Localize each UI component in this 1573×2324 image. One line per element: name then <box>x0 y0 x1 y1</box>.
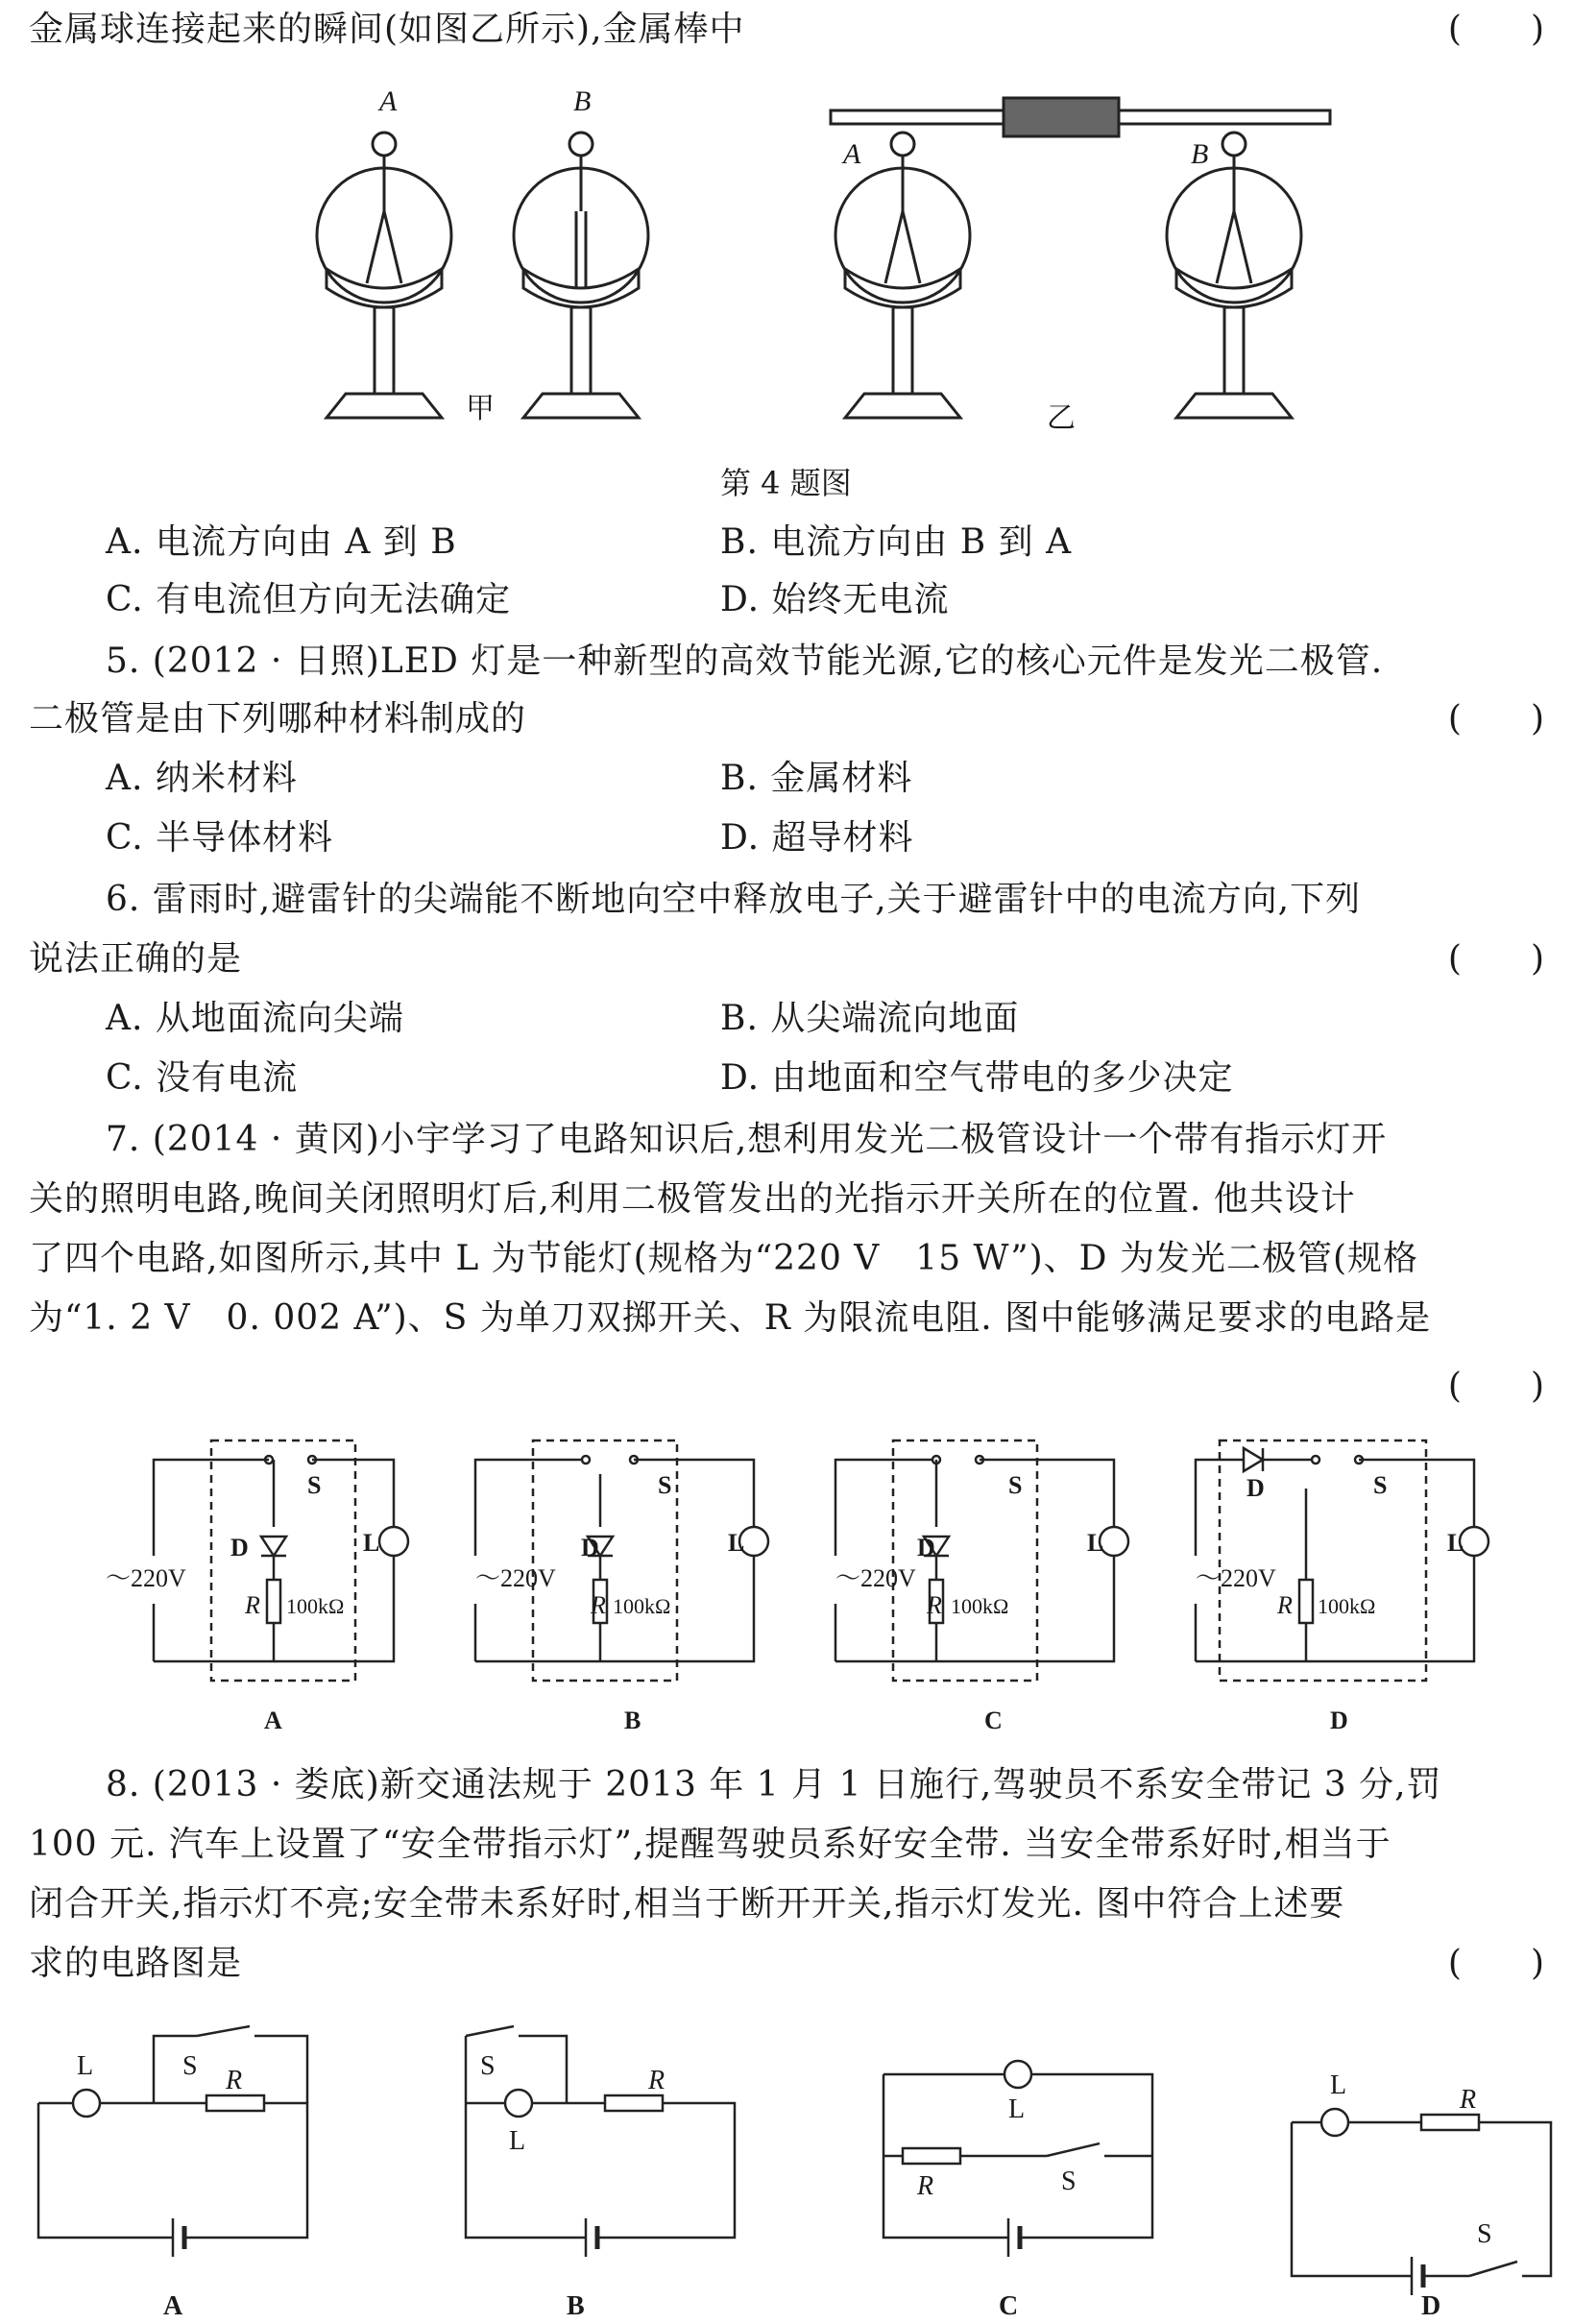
fig-label-b-jia: B <box>573 85 592 117</box>
q7-circuit-d <box>1196 1440 1488 1681</box>
q7d-rval: 100kΩ <box>1318 1594 1376 1618</box>
q6-option-d: D. 由地面和空气带电的多少决定 <box>720 1058 1234 1098</box>
q8-stem-line1: 8. (2013 · 娄底)新交通法规于 2013 年 1 月 1 日施行,驾驶员不系安全带记 3 分,罚 <box>106 1765 1442 1804</box>
q8c-r: R <box>917 2171 934 2201</box>
q4-answer-paren: ( ) <box>1447 10 1544 49</box>
q8-choice-c: C <box>999 2291 1019 2321</box>
q8-stem-line2: 100 元. 汽车上设置了“安全带指示灯”,提醒驾驶员系好安全带. 当安全带系好时,相当于 <box>29 1825 1392 1864</box>
q5-answer-paren: ( ) <box>1447 699 1544 738</box>
q8-choice-a: A <box>163 2291 183 2321</box>
q8d-r: R <box>1460 2085 1477 2115</box>
q5-option-a: A. 纳米材料 <box>106 759 298 798</box>
q4-option-b: B. 电流方向由 B 到 A <box>720 522 1073 562</box>
q8-choice-b: B <box>567 2291 585 2321</box>
q7d-s: S <box>1373 1471 1388 1499</box>
q7b-s: S <box>658 1471 672 1499</box>
q7b-r: R <box>591 1591 606 1619</box>
q7-choice-b: B <box>624 1707 641 1734</box>
electroscope-a-jia <box>317 133 451 418</box>
q7c-d: D <box>917 1534 935 1561</box>
q7d-voltage: ～220V <box>1196 1564 1276 1592</box>
q8c-s: S <box>1061 2167 1077 2196</box>
q7-choice-a: A <box>264 1707 282 1734</box>
q7-stem-line1: 7. (2014 · 黄冈)小宇学习了电路知识后,想利用发光二极管设计一个带有指示灯开 <box>106 1120 1388 1159</box>
q5-option-b: B. 金属材料 <box>720 759 913 798</box>
fig-label-yi: 乙 <box>1047 402 1076 434</box>
q5-stem-line2: 二极管是由下列哪种材料制成的 <box>29 699 527 738</box>
q7-circuit-c <box>835 1440 1128 1681</box>
electroscope-b-jia <box>514 133 648 418</box>
q4-option-d: D. 始终无电流 <box>720 580 950 619</box>
q7-stem-line3: 了四个电路,如图所示,其中 L 为节能灯(规格为“220 V 15 W”)、D 为发光二极管(规格 <box>29 1239 1419 1278</box>
q7c-voltage: ～220V <box>835 1564 916 1592</box>
q6-option-a: A. 从地面流向尖端 <box>106 999 404 1038</box>
q8b-r: R <box>648 2066 666 2095</box>
q7d-r: R <box>1277 1591 1293 1619</box>
q8a-s: S <box>182 2051 198 2081</box>
q4-option-c: C. 有电流但方向无法确定 <box>106 580 512 619</box>
q7-circuits <box>106 1431 1546 1748</box>
q6-stem-line2: 说法正确的是 <box>29 939 243 979</box>
q8c-l: L <box>1008 2094 1026 2124</box>
q4-figure <box>307 58 1364 442</box>
q7a-d: D <box>230 1534 249 1561</box>
fig-label-b-yi: B <box>1191 138 1209 170</box>
q7c-r: R <box>927 1591 942 1619</box>
q7b-l: L <box>728 1529 745 1557</box>
q7-circuit-b <box>475 1440 768 1681</box>
q8-circuit-d <box>1292 2109 1551 2295</box>
q7b-d: D <box>581 1534 599 1561</box>
q8a-r: R <box>226 2066 243 2095</box>
q7d-d: D <box>1246 1474 1265 1502</box>
q8b-l: L <box>509 2126 526 2156</box>
q8-circuits <box>19 2007 1556 2324</box>
electroscope-b-yi <box>1167 133 1301 418</box>
q8a-l: L <box>77 2051 94 2081</box>
q8d-s: S <box>1477 2219 1492 2249</box>
q7-choice-d: D <box>1330 1707 1348 1734</box>
q8-answer-paren: ( ) <box>1447 1944 1544 1983</box>
q7a-l: L <box>363 1529 380 1557</box>
q8-choice-d: D <box>1421 2291 1441 2321</box>
q8d-l: L <box>1330 2070 1347 2100</box>
q6-option-c: C. 没有电流 <box>106 1058 299 1098</box>
q7a-r: R <box>245 1591 260 1619</box>
q7-stem-line4: 为“1. 2 V 0. 002 A”)、S 为单刀双掷开关、R 为限流电阻. 图中能够满足要求的电路是 <box>29 1298 1432 1338</box>
q7b-voltage: ～220V <box>475 1564 556 1592</box>
fig-label-a-jia: A <box>379 85 398 117</box>
q7-circuit-a <box>154 1440 408 1681</box>
fig-label-jia: 甲 <box>466 393 495 424</box>
q7b-rval: 100kΩ <box>613 1594 671 1618</box>
q4-figure-caption: 第 4 题图 <box>720 465 852 501</box>
q7a-s: S <box>307 1471 322 1499</box>
q7-answer-paren: ( ) <box>1447 1367 1544 1406</box>
q5-stem-line1: 5. (2012 · 日照)LED 灯是一种新型的高效节能光源,它的核心元件是发光二极管. <box>106 642 1384 681</box>
q6-option-b: B. 从尖端流向地面 <box>720 999 1020 1038</box>
q7a-voltage: ～220V <box>106 1564 186 1592</box>
q5-option-c: C. 半导体材料 <box>106 818 334 858</box>
q8-circuit-b <box>466 2026 735 2257</box>
q4-stem-tail: 金属球连接起来的瞬间(如图乙所示),金属棒中 <box>29 10 745 49</box>
q7c-s: S <box>1008 1471 1023 1499</box>
q7a-rval: 100kΩ <box>286 1594 345 1618</box>
q7c-rval: 100kΩ <box>951 1594 1009 1618</box>
q8b-s: S <box>480 2051 496 2081</box>
q8-stem-line3: 闭合开关,指示灯不亮;安全带未系好时,相当于断开开关,指示灯发光. 图中符合上述要 <box>29 1884 1345 1924</box>
q7-choice-c: C <box>984 1707 1003 1734</box>
q7-stem-line2: 关的照明电路,晚间关闭照明灯后,利用二极管发出的光指示开关所在的位置. 他共设计 <box>29 1179 1356 1219</box>
q4-option-a: A. 电流方向由 A 到 B <box>106 522 457 562</box>
q6-answer-paren: ( ) <box>1447 939 1544 979</box>
fig-label-a-yi: A <box>843 138 861 170</box>
q5-option-d: D. 超导材料 <box>720 818 914 858</box>
electroscope-a-yi <box>835 133 970 418</box>
q6-stem-line1: 6. 雷雨时,避雷针的尖端能不断地向空中释放电子,关于避雷针中的电流方向,下列 <box>106 880 1362 919</box>
q7d-l: L <box>1447 1529 1464 1557</box>
q7c-l: L <box>1087 1529 1104 1557</box>
q8-circuit-c <box>883 2061 1152 2257</box>
q8-stem-line4: 求的电路图是 <box>29 1944 243 1983</box>
